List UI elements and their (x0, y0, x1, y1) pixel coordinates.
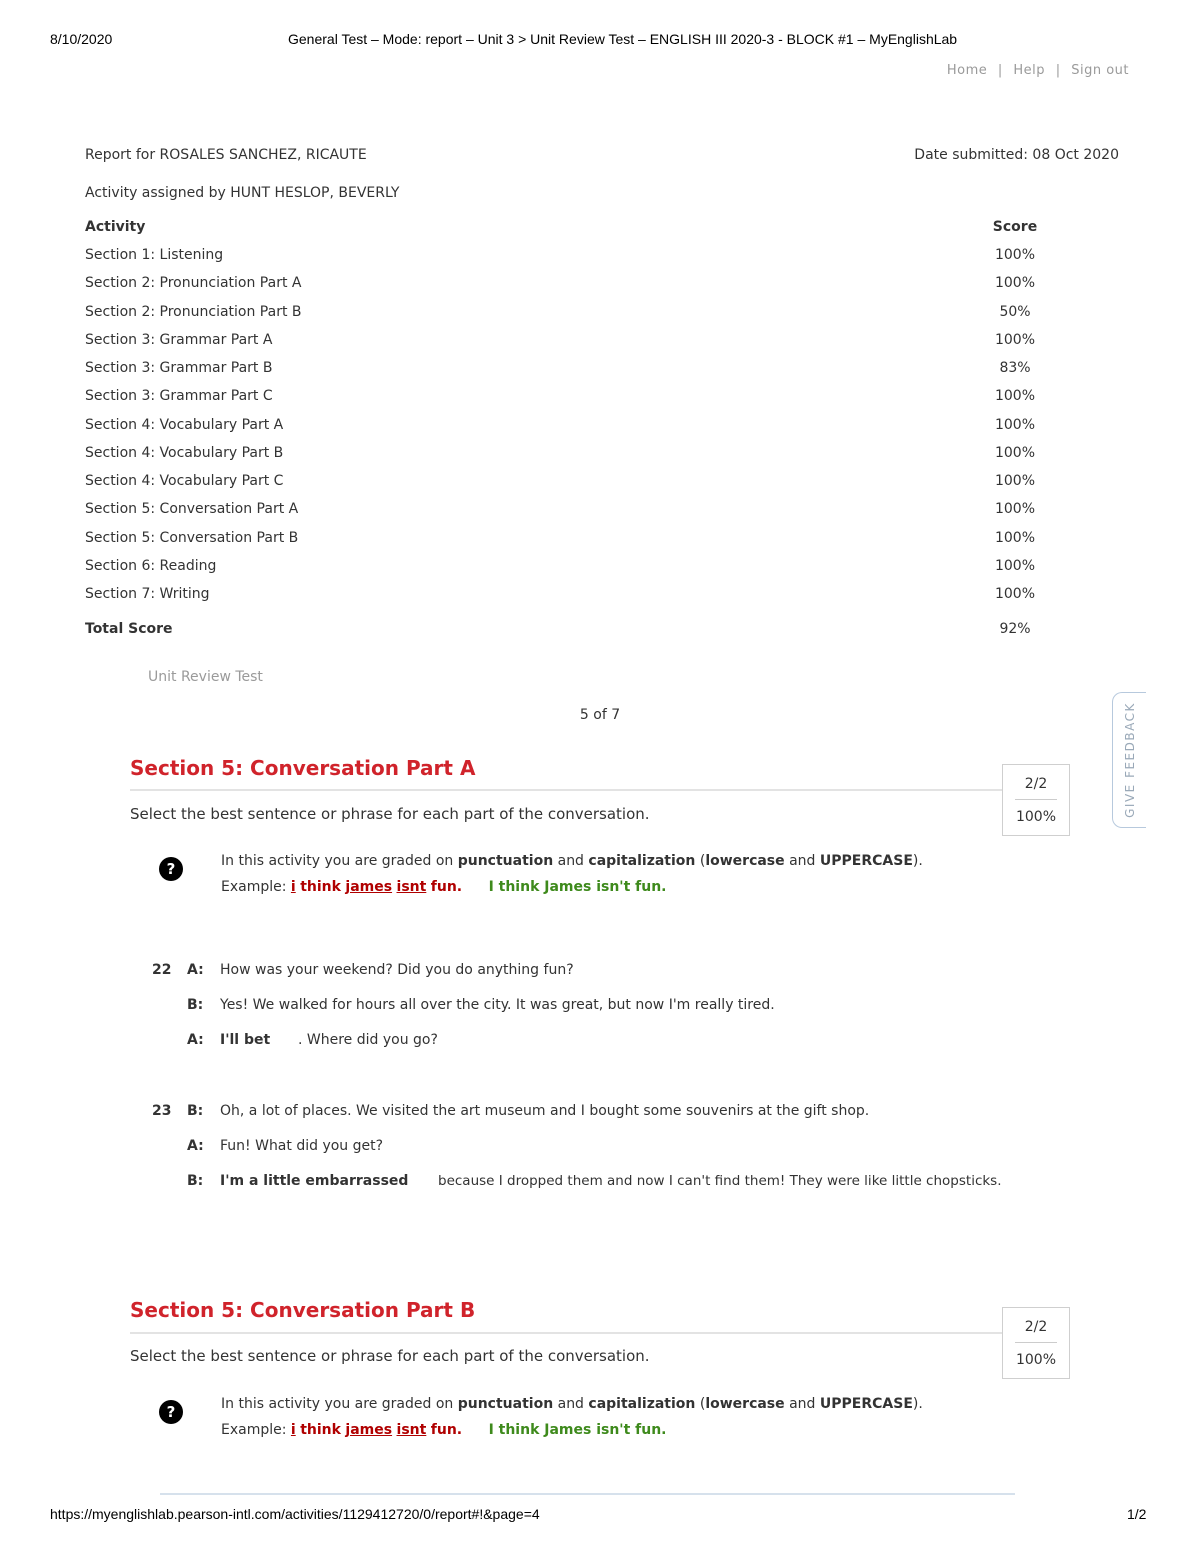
activity-name: Section 7: Writing (85, 586, 210, 602)
selected-answer[interactable]: I'll bet (220, 1032, 271, 1048)
total-score-label: Total Score (85, 621, 173, 637)
section-points: 2/2 (1024, 776, 1048, 792)
dialogue-line: Oh, a lot of places. We visited the art museum and I bought some souvenirs at the gift shop. (220, 1103, 870, 1119)
report-row (85, 304, 1040, 324)
content-box-top-edge (160, 1493, 1015, 1495)
activity-score: 100% (994, 275, 1036, 292)
selected-answer[interactable]: I'm a little embarrassed (220, 1173, 409, 1189)
report-row (85, 360, 1040, 380)
activity-score: 100% (994, 247, 1036, 263)
nav-separator: | (997, 63, 1003, 78)
activity-score: 100% (994, 586, 1036, 602)
section-instruction: Select the best sentence or phrase for each part of the conversation. (130, 805, 650, 823)
dialogue-line: Yes! We walked for hours all over the city. It was great, but now I'm really tired. (220, 997, 775, 1013)
activity-score: 100% (994, 331, 1036, 348)
activity-name: Section 2: Pronunciation Part A (85, 275, 302, 292)
section-instruction: Select the best sentence or phrase for each part of the conversation. (130, 1347, 650, 1365)
section-title: Section 5: Conversation Part B (130, 1298, 476, 1322)
activity-name: Section 2: Pronunciation Part B (85, 303, 302, 320)
print-url: https://myenglishlab.pearson-intl.com/activities/1129412720/0/report#!&page=4 (50, 1506, 540, 1522)
activity-name: Section 3: Grammar Part C (85, 388, 273, 405)
section-score-box (1002, 764, 1070, 836)
print-title: General Test – Mode: report – Unit 3 > Unit Review Test – ENGLISH III 2020-3 - BLOCK #1 – MyEnglishLab (288, 31, 958, 47)
date-submitted: Date submitted: 08 Oct 2020 (914, 147, 1119, 163)
home-link[interactable]: Home (946, 63, 988, 78)
activity-name: Section 3: Grammar Part B (85, 360, 273, 376)
print-date: 8/10/2020 (50, 31, 113, 47)
section-percent: 100% (1015, 1352, 1057, 1368)
question-number: 23 (152, 1103, 172, 1119)
help-link[interactable]: Help (1013, 63, 1046, 78)
report-row (85, 558, 1040, 578)
speaker-label: B: (187, 1173, 204, 1189)
activity-name: Section 6: Reading (85, 557, 217, 574)
report-row (85, 388, 1040, 408)
section-score-box (1002, 1307, 1070, 1379)
activity-name: Section 1: Listening (85, 247, 224, 263)
activity-score: 83% (999, 360, 1031, 376)
speaker-label: A: (187, 962, 204, 978)
activity-score: 100% (994, 388, 1036, 405)
speaker-label: A: (187, 1032, 204, 1048)
report-row (85, 417, 1040, 437)
report-row (85, 501, 1040, 521)
help-icon[interactable]: ? (159, 1400, 183, 1424)
report-row (85, 530, 1040, 550)
activity-name: Section 4: Vocabulary Part A (85, 416, 284, 433)
activity-name: Section 3: Grammar Part A (85, 331, 273, 348)
report-table-header (85, 219, 1040, 239)
activity-score: 100% (994, 501, 1036, 518)
activity-column-header: Activity (85, 219, 146, 235)
dialogue-line: because I dropped them and now I can't find them! They were like little chopsticks. (438, 1173, 1002, 1189)
activity-score: 100% (994, 529, 1036, 546)
pager (0, 707, 1200, 723)
assigned-by: Activity assigned by HUNT HESLOP, BEVERLY (85, 185, 400, 201)
breadcrumb[interactable]: Unit Review Test (148, 669, 263, 685)
report-row (85, 275, 1040, 295)
activity-name: Section 5: Conversation Part A (85, 501, 299, 518)
report-for: Report for ROSALES SANCHEZ, RICAUTE (85, 147, 367, 163)
total-score-value: 92% (999, 621, 1031, 637)
signout-link[interactable]: Sign out (1071, 63, 1129, 78)
activity-score: 50% (999, 303, 1031, 320)
pager-label: 5 of 7 (579, 707, 621, 723)
speaker-label: A: (187, 1138, 204, 1154)
speaker-label: B: (187, 997, 204, 1013)
top-nav-links (944, 63, 1132, 78)
dialogue-line: Fun! What did you get? (220, 1138, 384, 1154)
print-page-number: 1/2 (1127, 1506, 1147, 1522)
grading-note: In this activity you are graded on punctuation and capitalization (lowercase and UPPERCASE). Example: i think james isnt fun. I think James isn't fun. (221, 853, 923, 895)
report-row (85, 247, 1040, 267)
dialogue-line: . Where did you go? (298, 1032, 438, 1048)
report-row (85, 586, 1040, 606)
activity-score: 100% (994, 416, 1036, 433)
report-row (85, 445, 1040, 465)
activity-name: Section 4: Vocabulary Part C (85, 473, 284, 489)
section-percent: 100% (1015, 809, 1057, 825)
question-number: 22 (152, 962, 172, 978)
dialogue-line: How was your weekend? Did you do anything fun? (220, 962, 574, 978)
activity-score: 100% (994, 557, 1036, 574)
section-divider (130, 1332, 1002, 1334)
total-score-row (85, 621, 1040, 641)
grading-note: In this activity you are graded on punctuation and capitalization (lowercase and UPPERCASE). Example: i think james isnt fun. I think James isn't fun. (221, 1396, 923, 1438)
report-row (85, 473, 1040, 493)
activity-name: Section 5: Conversation Part B (85, 529, 299, 546)
activity-score: 100% (994, 444, 1036, 461)
give-feedback-tab[interactable] (1112, 692, 1146, 828)
nav-separator: | (1055, 63, 1061, 78)
help-icon[interactable]: ? (159, 857, 183, 881)
activity-score: 100% (994, 473, 1036, 489)
speaker-label: B: (187, 1103, 204, 1119)
section-points: 2/2 (1024, 1319, 1048, 1335)
report-row (85, 332, 1040, 352)
give-feedback-label: GIVE FEEDBACK (1122, 702, 1137, 818)
section-divider (130, 789, 1002, 791)
section-title: Section 5: Conversation Part A (130, 756, 476, 780)
score-column-header: Score (992, 219, 1038, 235)
activity-name: Section 4: Vocabulary Part B (85, 444, 284, 461)
